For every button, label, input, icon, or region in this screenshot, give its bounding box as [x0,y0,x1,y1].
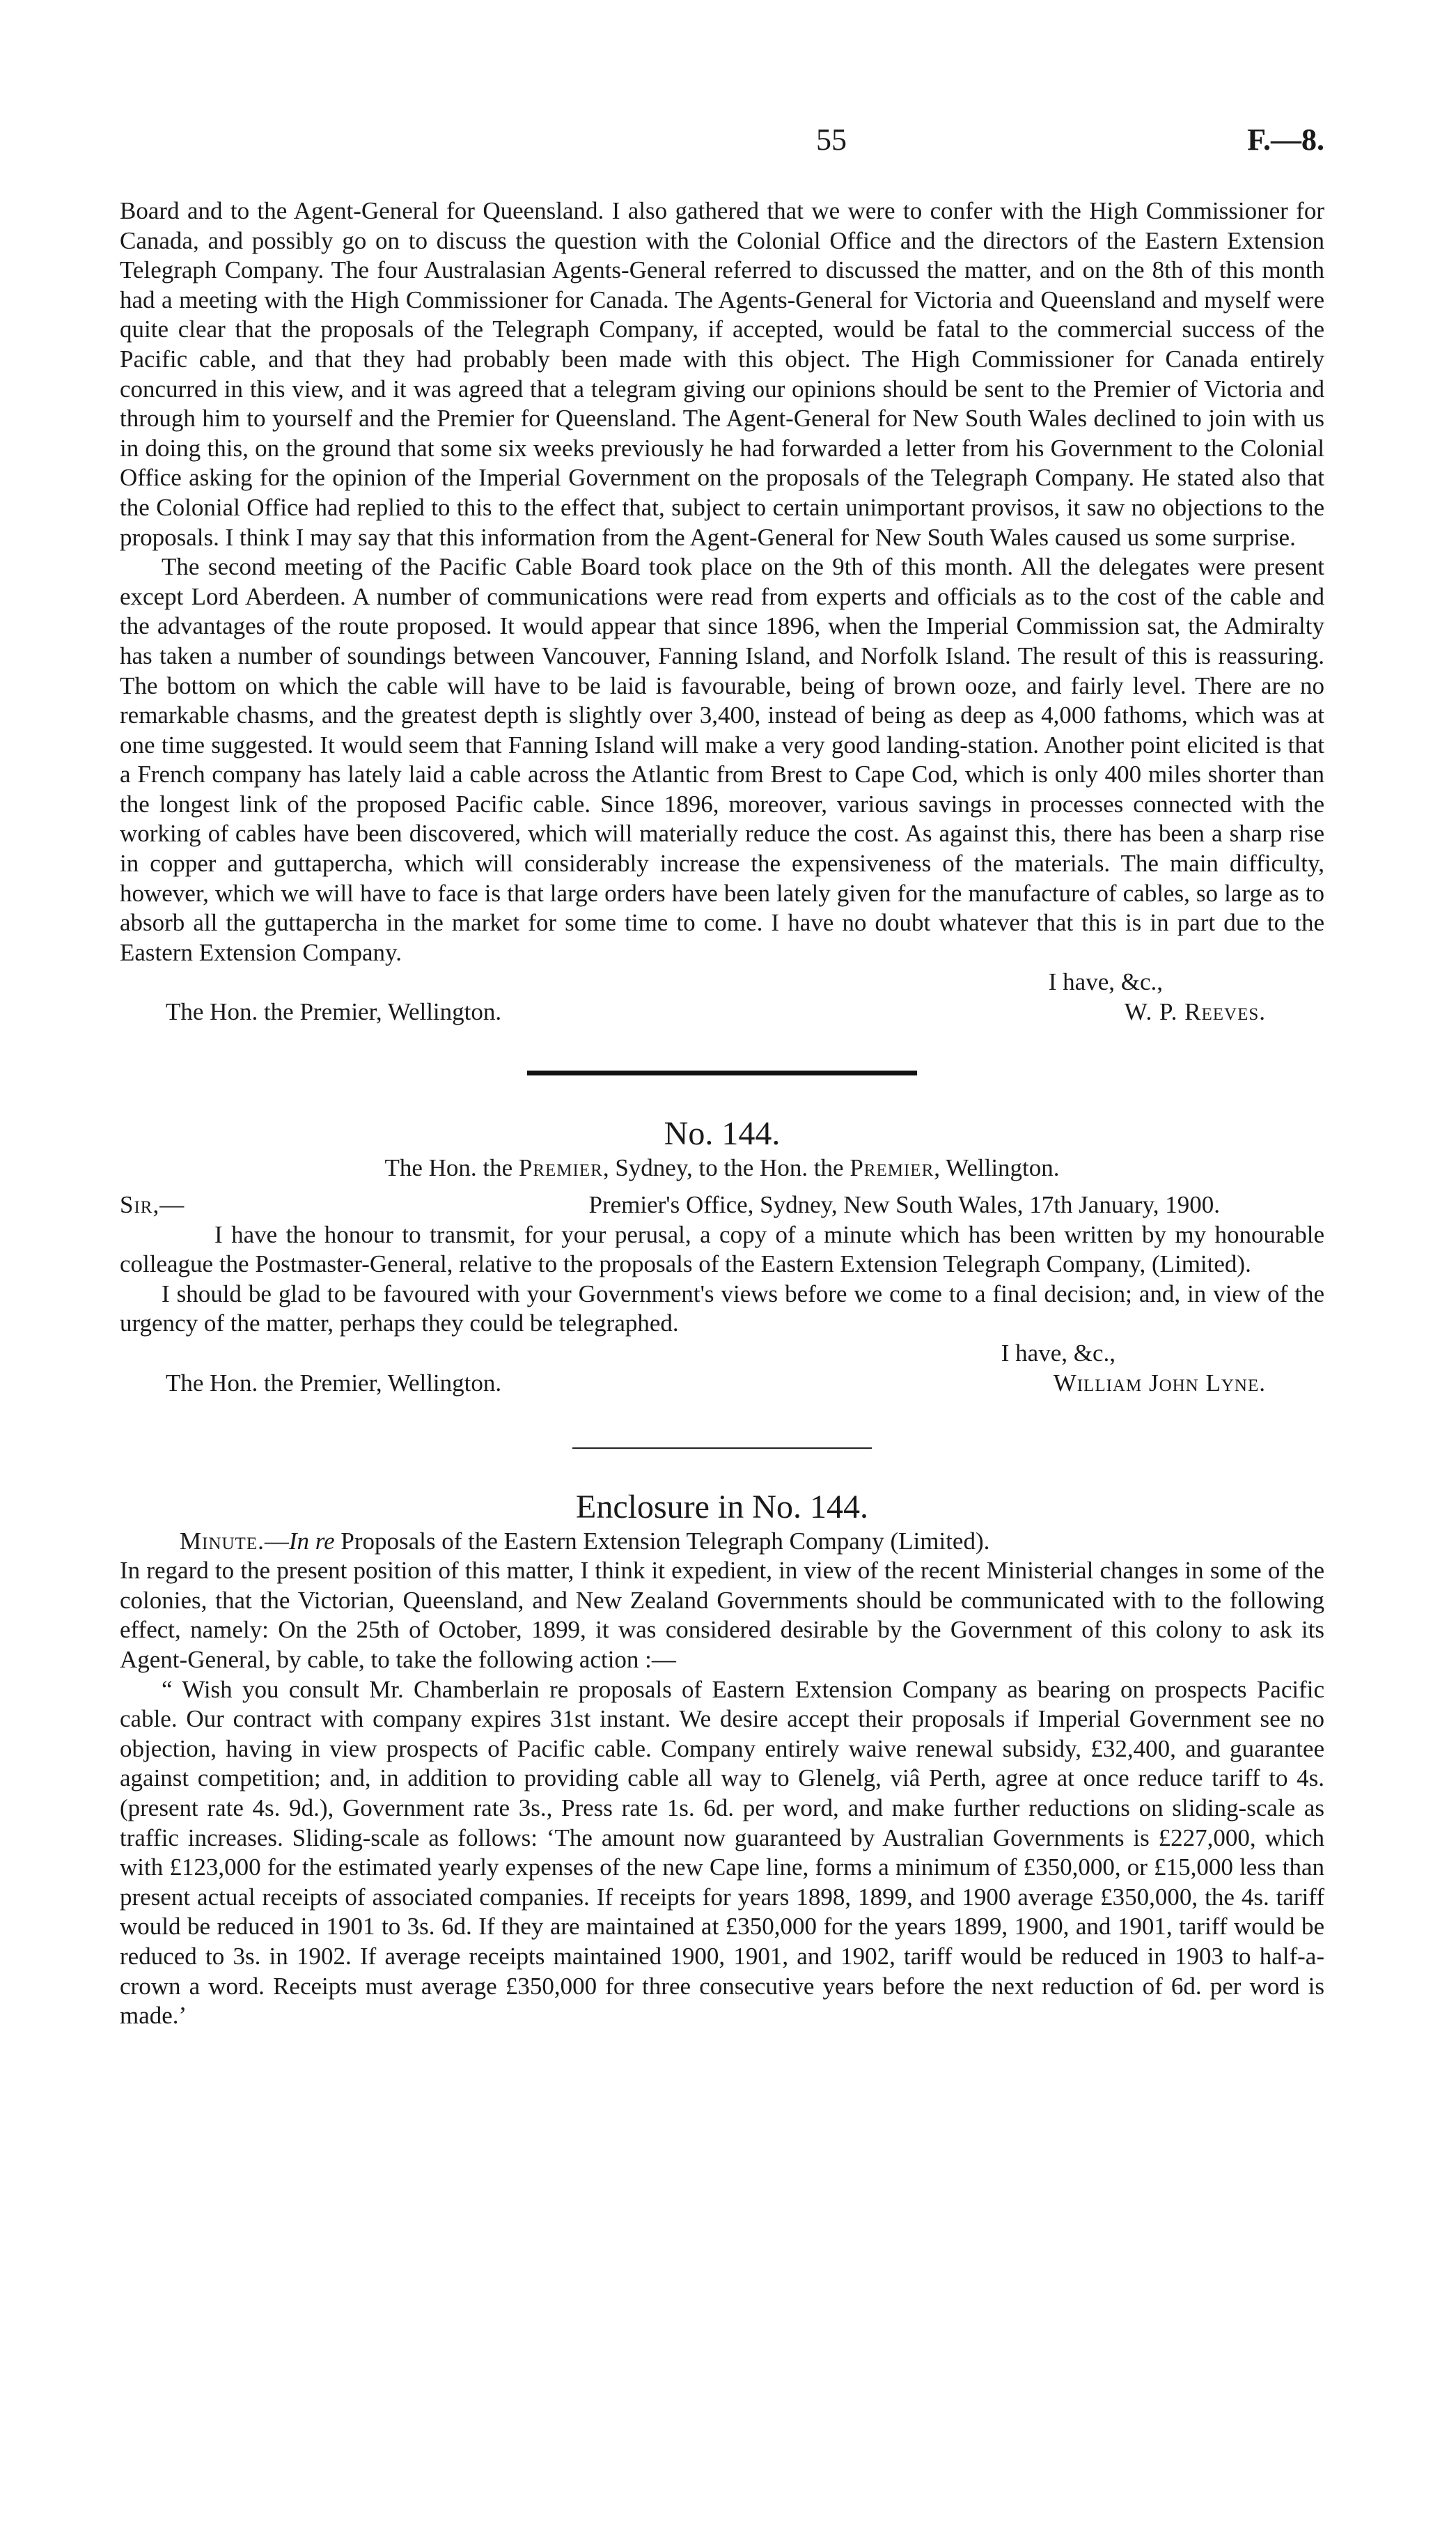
letter1-paragraph-2: The second meeting of the Pacific Cable Board took place on the 9th of this month. All the delegates were present except Lord Aberdeen. A number of communications were read from experts and officials as to the cost of the cable and the advantages of the route proposed. It would appear that since 1896, when the Imperial Commission sat, the Admiralty has taken a number of soundings between Vancouver, Fanning Island, and Norfolk Island. The result of this is reassuring. The bottom on which the cable will have to be laid is favourable, being of brown ooze, and fairly level. There are no remarkable chasms, and the greatest depth is slightly over 3,400, instead of being as deep as 4,000 fathoms, which was at one time suggested. It would seem that Fanning Island will make a very good landing-station. Another point elicited is that a French company has lately laid a cable across the Atlantic from Brest to Cape Cod, which is only 400 miles shorter than the longest link of the proposed Pacific cable. Since 1896, moreover, various savings in processes connected with the working of cables have been discovered, which will materially reduce the cost. As against this, there has been a sharp rise in copper and guttapercha, which will considerably increase the expensiveness of the materials. The main difficulty, however, which we will have to face is that large orders have been lately given for the manufacture of cables, so large as to absorb all the guttapercha in the market for some time to come. I have no doubt whatever that this is in part due to the Eastern Extension Company. [120,553,1324,966]
letter2-addressee: The Hon. the Premier, Wellington. [166,1369,502,1397]
enclosure-quoted-cable: “ Wish you consult Mr. Chamberlain re proposals of Eastern Extension Company as bearing on prospects Pacific cable. Our contract with company expires 31st instant. We desire accept their proposals if Imperial Government see no objection, having in view prospects of Pacific cable. Company entirely waive renewal subsidy, £32,400, and guarantee against competition; and, in addition to providing cable all way to Glenelg, viâ Perth, agree at once reduce tariff to 4s. (present rate 4s. 9d.), Government rate 3s., Press rate 1s. 6d. per word, and make further reductions on sliding-scale as traffic increases. Sliding-scale as follows: ‘The amount now guaranteed by Australian Governments is £227,000, which with £123,000 for the estimated yearly expenses of the new Cape line, forms a minimum of £350,000, or £15,000 less than present actual receipts of associated companies. If receipts for years 1898, 1899, and 1900 average £350,000, the 4s. tariff would be reduced in 1901 to 3s. 6d. If they are maintained at £350,000 for the years 1899, 1900, and 1901, tariff would be reduced to 3s. in 1902. If average receipts maintained 1900, 1901, and 1902, tariff would be reduced in 1903 to half-a-crown a word. Receipts must average £350,000 for three consecutive years before the next reduction of 6d. per word is made.’ [120,1675,1324,2030]
letter1-sign-row [120,997,1324,1027]
section-divider [527,1071,917,1075]
letter2-sign-row [120,1369,1324,1399]
letter2-paragraph-2: I should be glad to be favoured with your Government's views before we come to a final decision; and, in view of the urgency of the matter, perhaps they could be telegraphed. [120,1280,1324,1337]
document-reference: F.—8. [1247,123,1324,157]
letter2-place-date: Premier's Office, Sydney, New South Wales, 17th January, 1900. [588,1190,1220,1218]
letter2-signature: William John Lyne. [1053,1369,1266,1397]
page-number: 55 [816,123,847,157]
letter2-closing: I have, &c., [1001,1339,1116,1367]
letter1-signature: W. P. Reeves. [1124,998,1266,1026]
page-body [120,196,1324,2031]
letter2-subheading: The Hon. the Premier, Sydney, to the Hon. the Premier, Wellington. [384,1154,1060,1182]
enclosure-paragraph-1: In regard to the present position of this matter, I think it expedient, in view of the recent Ministerial changes in some of the colonies, that the Victorian, Queensland, and New Zealand Governments should be communicated with to the following effect, namely: On the 25th of October, 1899, it was considered desirable by the Government of this colony to ask its Agent-General, by cable, to take the following action :— [120,1557,1324,1673]
enclosure-minute-title: Minute.—In re Proposals of the Eastern Extension Telegraph Company (Limited). [180,1527,990,1555]
letter2-address-row [120,1190,1324,1220]
letter1-paragraph-1: Board and to the Agent-General for Queensland. I also gathered that we were to confer with the High Commissioner for Canada, and possibly go on to discuss the question with the Colonial Office and the directors of the Eastern Extension Telegraph Company. The four Australasian Agents-General referred to discussed the matter, and on the 8th of this month had a meeting with the High Commissioner for Canada. The Agents-General for Victoria and Queensland and myself were quite clear that the proposals of the Telegraph Company, if accepted, would be fatal to the commercial success of the Pacific cable, and that they had probably been made with this object. The High Commissioner for Canada entirely concurred in this view, and it was agreed that a telegram giving our opinions should be sent to the Premier of Victoria and through him to yourself and the Premier for Queensland. The Agent-General for New South Wales declined to join with us in doing this, on the ground that some six weeks previously he had forwarded a letter from his Government to the Colonial Office asking for the opinion of the Imperial Government on the proposals of the Telegraph Company. He stated also that the Colonial Office had replied to this to the effect that, subject to certain unimportant provisos, it saw no objections to the proposals. I think I may say that this information from the Agent-General for New South Wales caused us some surprise. [120,197,1324,551]
letter2-salutation: Sir,— [120,1190,185,1218]
letter1-closing: I have, &c., [1048,968,1163,996]
enclosure-heading: Enclosure in No. 144. [576,1488,868,1525]
letter1-addressee: The Hon. the Premier, Wellington. [166,998,502,1026]
letter2-heading: No. 144. [664,1115,781,1153]
letter2-paragraph-1: I have the honour to transmit, for your perusal, a copy of a minute which has been written by my honourable colleague the Postmaster-General, relative to the proposals of the Eastern Extension Telegraph Company, (Limited). [120,1220,1324,1278]
